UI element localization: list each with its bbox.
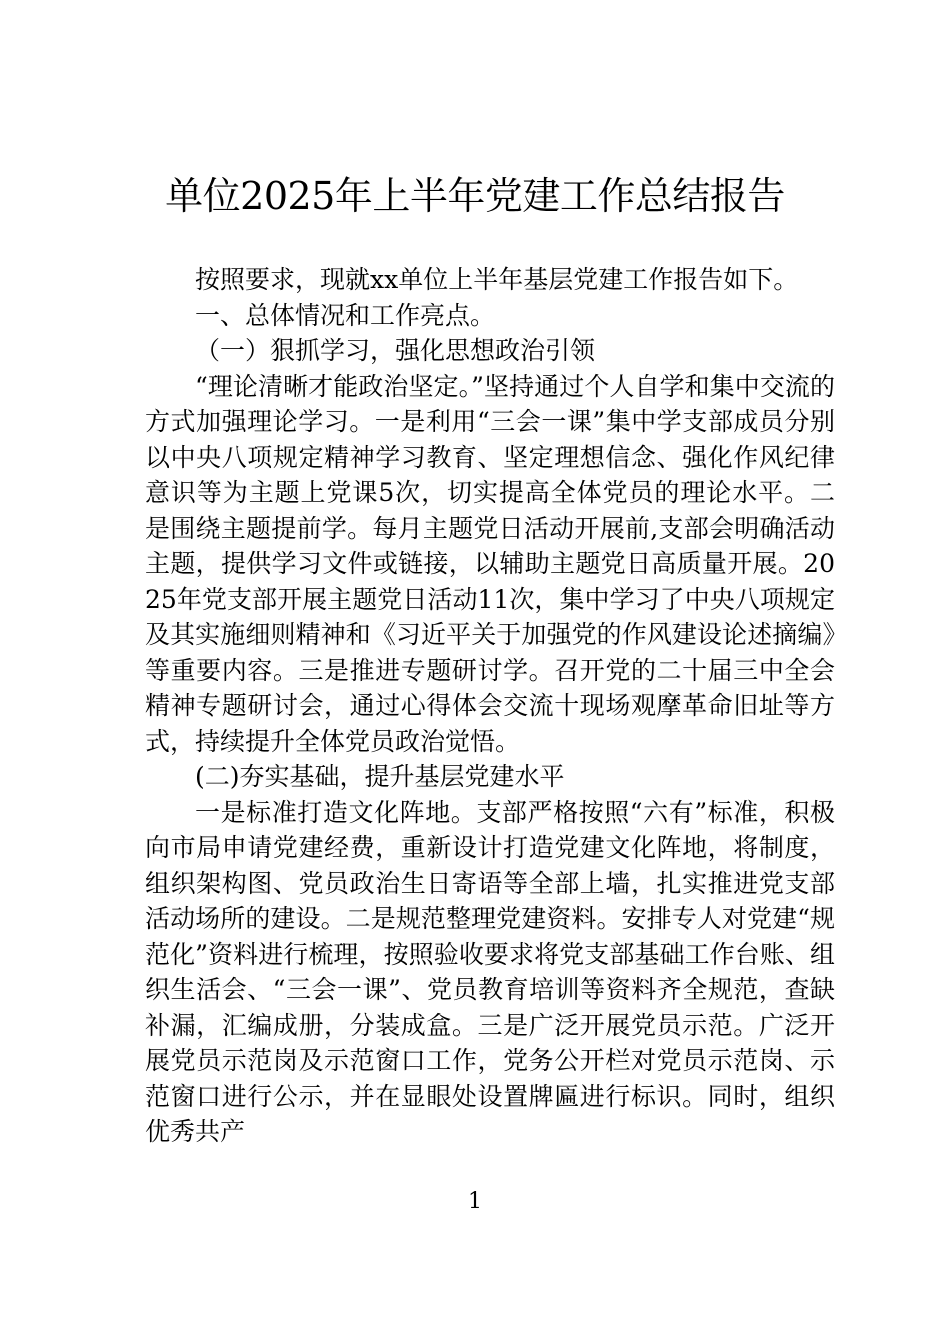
- intro-paragraph: 按照要求，现就xx单位上半年基层党建工作报告如下。: [195, 265, 799, 294]
- document-title: 单位2025年上半年党建工作总结报告: [165, 174, 785, 218]
- subsection-heading-2: (二)夯实基础，提升基层党建水平: [195, 762, 565, 791]
- subsection-heading-1: （一）狠抓学习，强化思想政治引领: [195, 336, 596, 365]
- page-number: 1: [468, 1189, 482, 1214]
- body-paragraph-1: “理论清晰才能政治坚定。”坚持通过个人自学和集中交流的方式加强理论学习。一是利用“三会一课”集中学支部成员分别以中央八项规定精神学习教育、坚定理想信念、强化作风纪律意识等为主题上党课5次，切实提高全体党员的理论水平。二是围绕主题提前学。每月主题党日活动开展前,支部会明确活动主题，提供学习文件或链接，以辅助主题党日高质量开展。2025年党支部开展主题党日活动11次，集中学习了中央八项规定及其实施细则精神和《习近平关于加强党的作风建设论述摘编》等重要内容。三是推进专题研讨学。召开党的二十届三中全会精神专题研讨会，通过心得体会交流十现场观摩革命旧址等方式，持续提升全体党员政治觉悟。: [145, 371, 835, 756]
- document-body: [145, 262, 835, 1150]
- section-heading-1: 一、总体情况和工作亮点。: [195, 300, 496, 330]
- body-paragraph-2: 一是标准打造文化阵地。支部严格按照“六有”标准，积极向市局申请党建经费，重新设计打造党建文化阵地，将制度，组织架构图、党员政治生日寄语等全部上墙，扎实推进党支部活动场所的建设。二是规范整理党建资料。安排专人对党建“规范化”资料进行梳理，按照验收要求将党支部基础工作台账、组织生活会、“三会一课”、党员教育培训等资料齐全规范，查缺补漏，汇编成册，分装成盒。三是广泛开展党员示范。广泛开展党员示范岗及示范窗口工作，党务公开栏对党员示范岗、示范窗口进行公示，并在显眼处设置牌匾进行标识。同时，组织优秀共产: [145, 797, 835, 1146]
